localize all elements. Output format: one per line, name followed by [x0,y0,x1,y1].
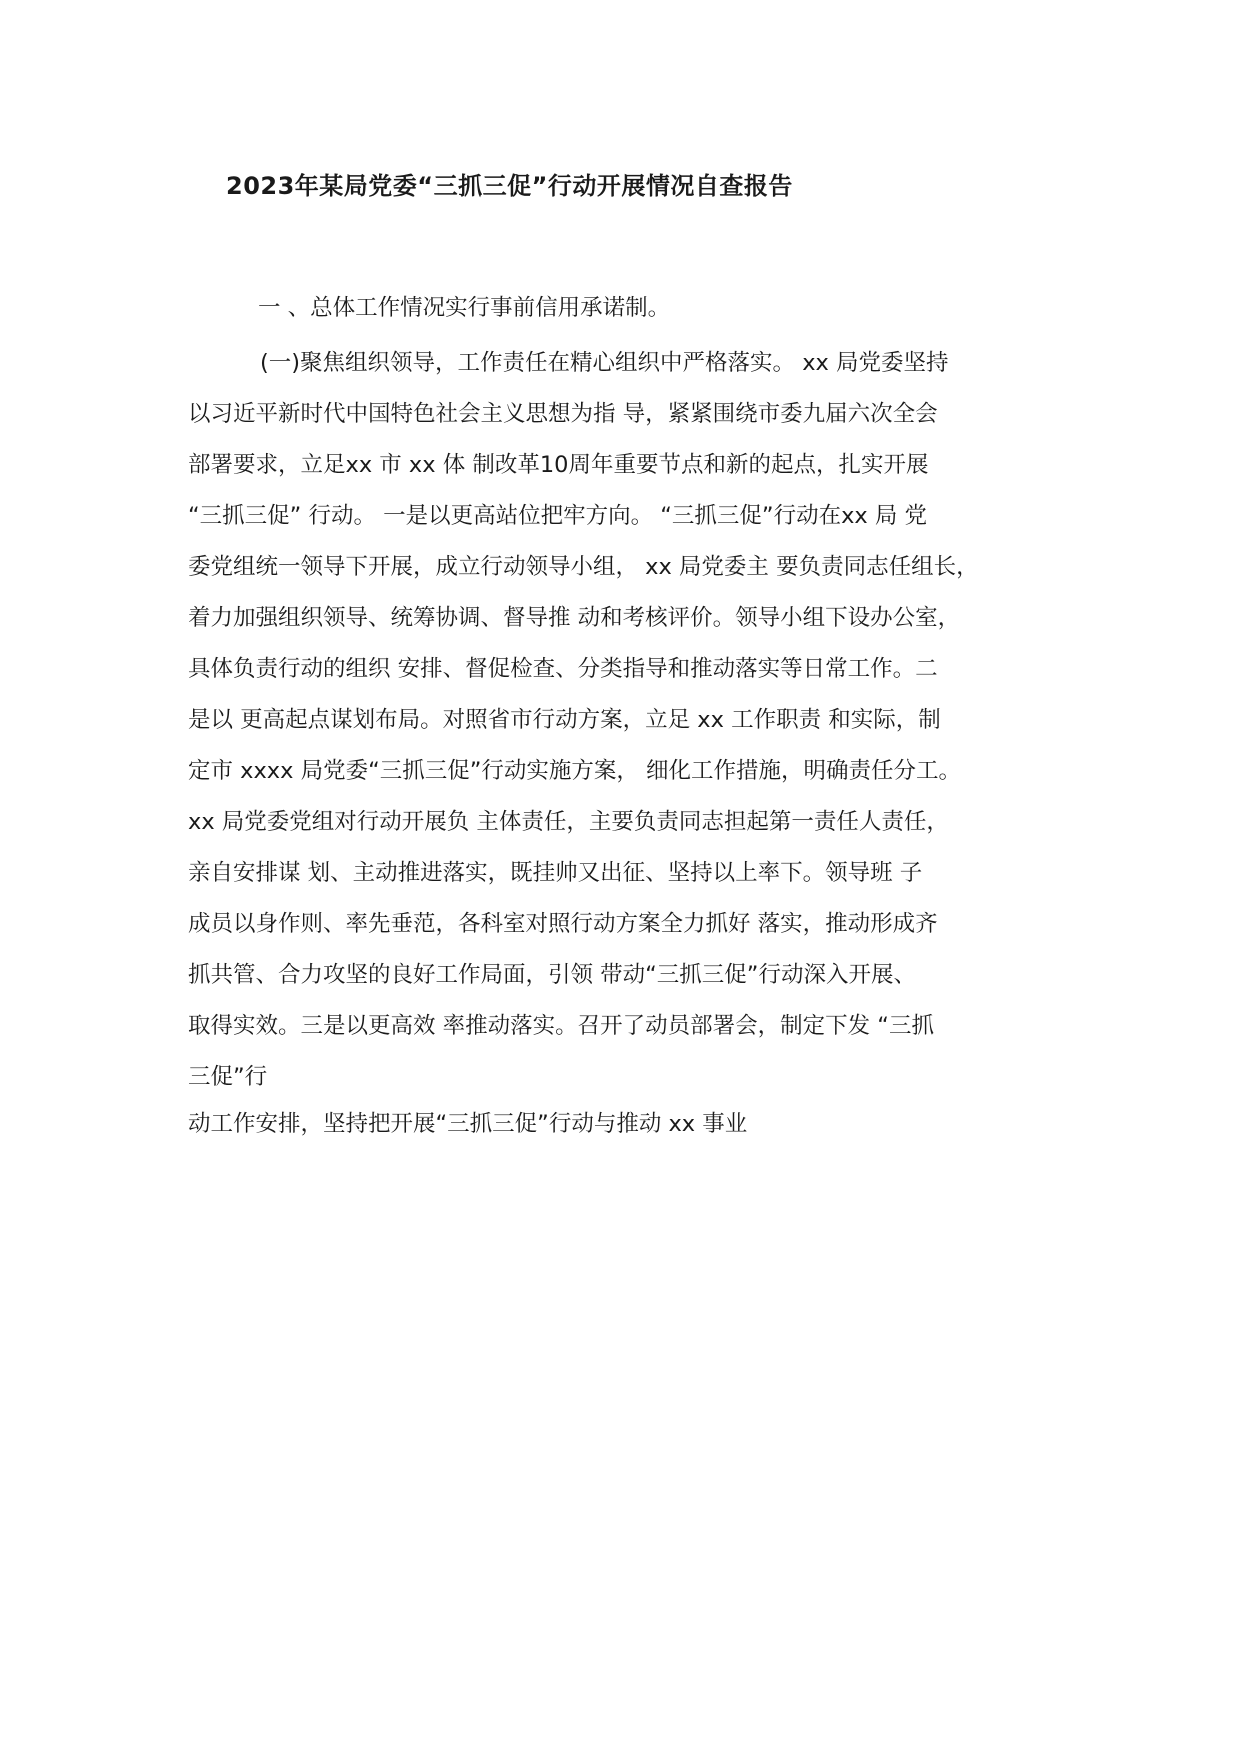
document-title: 2023年某局党委“三抓三促”行动开展情况自查报告 [226,172,793,200]
body-line: 着力加强组织领导、统筹协调、督导推 动和考核评价。领导小组下设办公室， [188,605,961,631]
body-line: xx 局党委党组对行动开展负 主体责任，主要负责同志担起第一责任人责任， [188,809,949,835]
body-line: 委党组统一领导下开展，成立行动领导小组， xx 局党委主 要负责同志任组长， [188,554,979,580]
body-line: 是以 更高起点谋划布局。对照省市行动方案，立足 xx 工作职责 和实际，制 [188,707,941,733]
body-line: 成员以身作则、率先垂范，各科室对照行动方案全力抓好 落实，推动形成齐 [188,911,938,937]
body-line: 抓共管、合力攻坚的良好工作局面，引领 带动“三抓三促”行动深入开展、 [188,962,916,988]
body-line: 取得实效。三是以更高效 率推动落实。召开了动员部署会，制定下发 “三抓 [188,1013,934,1039]
body-line: 定市 xxxx 局党委“三抓三促”行动实施方案， 细化工作措施，明确责任分工。 [188,758,962,784]
body-line: 部署要求，立足xx 市 xx 体 制改革10周年重要节点和新的起点，扎实开展 [188,452,929,478]
body-line: 以习近平新时代中国特色社会主义思想为指 导，紧紧围绕市委九届六次全会 [188,401,938,427]
body-line: 具体负责行动的组织 安排、督促检查、分类指导和推动落实等日常工作。二 [188,656,938,682]
body-paragraph [188,346,1088,1158]
body-line: (一)聚焦组织领导，工作责任在精心组织中严格落实。 xx 局党委坚持 [260,350,949,376]
body-line: 动工作安排，坚持把开展“三抓三促”行动与推动 xx 事业 [188,1111,748,1137]
body-line: “三抓三促” 行动。 一是以更高站位把牢方向。 “三抓三促”行动在xx 局 党 [188,503,928,529]
section-heading: 一 、总体工作情况实行事前信用承诺制。 [258,295,671,321]
body-line: 亲自安排谋 划、主动推进落实，既挂帅又出征、坚持以上率下。领导班 子 [188,860,923,886]
body-line: 三促”行 [188,1064,268,1090]
